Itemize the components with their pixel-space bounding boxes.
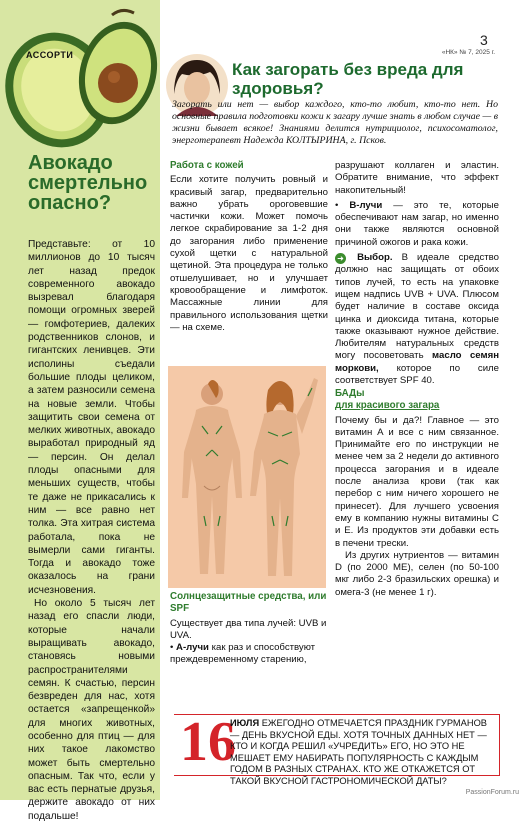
right-column: [335, 160, 499, 387]
massage-lines-diagram: [168, 366, 326, 588]
right-top-text: разрушают коллаген и эластин. Обратите внимание, что эффект накопительный!: [335, 160, 499, 196]
choice-bold: масло семян моркови,: [335, 350, 499, 374]
supplements-paragraph-2: Из других нутриентов — витамин D (по 2000 МЕ), селен (по 50-100 мкг либо 2-3 бразильских орешка) и омега-3 (не менее 1 г).: [335, 549, 499, 598]
supplements-heading-2: для красивого загара: [335, 400, 440, 412]
footer-text: [230, 718, 494, 788]
spf-heading: Солнцезащитные средства, или SPF: [170, 591, 327, 615]
choice-tail: которое по силе соответствует SPF 40.: [335, 362, 499, 387]
uvb-text: — это те, которые обеспечивают нам загар, но именно они также являются основной причиной ожогов и рака кожи.: [335, 199, 499, 248]
uva-text: как раз и способствуют преждевременному старению,: [170, 642, 316, 666]
section-label: АССОРТИ: [26, 50, 74, 60]
footer-body: ЕЖЕГОДНО ОТМЕЧАЕТСЯ ПРАЗДНИК ГУРМАНОВ — ДЕНЬ ВКУСНОЙ ЕДЫ. ХОТЯ ТОЧНЫХ ДАННЫХ НЕТ — КТО И КОГДА РЕШИЛ «УЧРЕДИТЬ» ЕГО, НО ЭТО НЕ МЕШАЕТ ЕМУ НАБИРАТЬ ПОПУЛЯРНОСТЬ С КАЖДЫМ ГОДОМ В РАЗНЫХ СТРАНАХ. КТО ЖЕ ОТКАЖЕТСЯ ОТ ТАКОЙ ВКУСНОЙ ГАСТРОНОМИЧЕСКОЙ ДАТЫ?: [230, 718, 488, 786]
article-title: Как загорать без вреда для здоровья?: [232, 60, 464, 98]
uvb-paragraph: [335, 200, 499, 249]
supplements-section: [335, 388, 499, 599]
supplements-paragraph-1: Почему бы и да?! Главное — это витамин А и все с ним связанное. Принимайте его по инструкции не менее чем за 2 недели до активного процесса загорания и в идеале после анализа крови (так как перебор с ним ничего хорошего не принесет). Для лучшего усвоения ему в компанию нужны витамины С и Е. Из продуктов эти добавки есть в печени трески.: [335, 414, 499, 549]
footer-month: ИЮЛЯ: [230, 718, 260, 728]
choice-paragraph: [335, 252, 499, 387]
uva-label: А-лучи: [176, 642, 209, 654]
left-article-body: [28, 238, 155, 823]
uva-paragraph: [170, 642, 328, 667]
choice-text: В идеале средство должно нас защищать от обоих типов лучей, то есть на упаковке ищем надпись UVB + UVA. Плюсом будет наличие в составе оксида цинка и диоксида титана, которые также оказывают нужное действие. Любителям натуральных средств могу посоветовать: [335, 252, 499, 362]
left-article-title: Авокадо смертельно опасно?: [28, 152, 148, 214]
skin-heading: Работа с кожей: [170, 160, 244, 171]
page-number: 3: [480, 32, 488, 48]
avocado-illustration: [0, 5, 160, 150]
article-intro: Загорать или нет — выбор каждого, кто-то любит, кто-то нет. Но основные правила подготовки кожи к загару лучше знать в любом случае — в жизни бывает всякое! Знаниями делится нутрициолог, психосоматолог, энерготерапевт Надежда КОЛТЫРИНА, г. Псков.: [172, 99, 498, 146]
skin-section: [170, 160, 328, 334]
spf-text: Существует два типа лучей: UVB и UVA.: [170, 617, 327, 641]
left-paragraph-1: Представьте: от 10 миллионов до 10 тысяч лет назад предок современного авокадо вызревал благодаря помощи огромных зверей — гомфотериев, далеких родственников слонов, и гигантских ленивцев. Эти исполины съедали большие плоды целиком, а затем разносили семена на новые земли. Чтобы защитить свои семена от мелких животных, авокадо выработал природный яд — персин. Он делал плоды опасными для меньших существ, чтобы те даже не прикасались к ним — все равно нет толка. Эта хитрая система работала, пока не вымерли сами гиганты. Тогда и авокадо тоже оказалось на грани исчезновения.: [28, 239, 155, 596]
choice-label: Выбор.: [357, 252, 393, 264]
issue-label: «НК» № 7, 2025 г.: [441, 49, 495, 56]
supplements-heading-1: БАДы: [335, 388, 365, 399]
watermark: PassionForum.ru: [465, 789, 519, 796]
footer-date-number: 16: [180, 711, 236, 773]
spf-section: [170, 591, 328, 667]
left-paragraph-2: Но около 5 тысяч лет назад его спасли люди, которые начали выращивать авокадо, становясь новыми распространителями семян. К счастью, персин безвреден для нас, хотя остается «запрещенкой» для многих животных, особенно для птиц — для них такое лакомство может быть смертельно опасным. Так что, если у вас есть пернатые друзья, держите авокадо от них подальше!: [28, 598, 155, 822]
arrow-right-icon: ➜: [335, 253, 346, 264]
bullet-icon: •: [335, 199, 339, 211]
bullet-icon: •: [170, 642, 174, 654]
skin-text: Если хотите получить ровный и красивый загар, предварительно важно убрать ороговевшие частички кожи. Может помочь легкое скрабирование за 1-2 дня до загорания либо применение сухой щетки с натуральной щетиной. Эта процедура не только отшелушивает, но и улучшает кровообращение и лимфоток. Массажные линии для правильного использования щетки — на схеме.: [170, 174, 328, 333]
uvb-label: В-лучи: [349, 199, 383, 211]
